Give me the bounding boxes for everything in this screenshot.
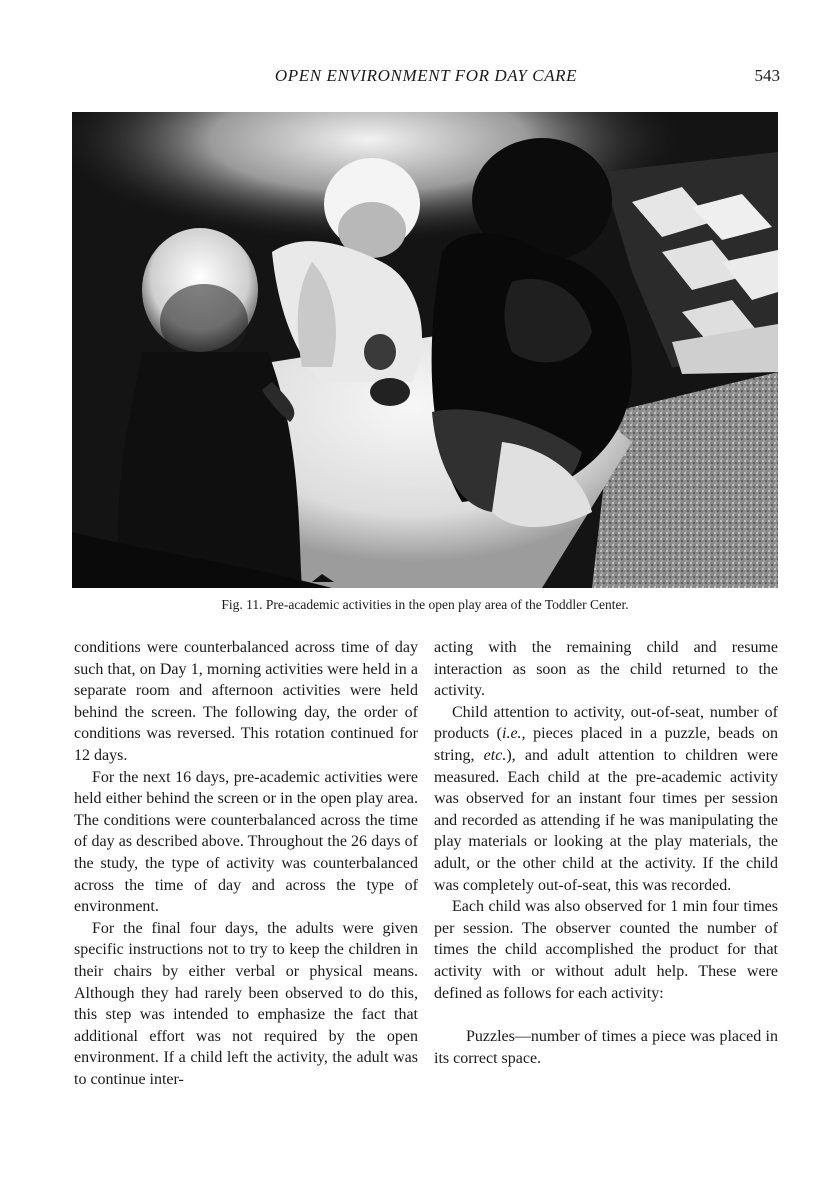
- page-number: 543: [754, 66, 780, 85]
- page-header: [72, 66, 780, 90]
- right-paragraph-2: [434, 702, 778, 896]
- left-column: [74, 637, 418, 1090]
- right-paragraph-3: Each child was also observed for 1 min four times per session. The observer counted the number of times the child accomplished the product for that activity with or without adult help. These were defined as follows for each activity:: [434, 898, 778, 1002]
- italic-etc: etc.: [483, 746, 507, 764]
- activity-definition-puzzles: Puzzles—number of times a piece was placed in its correct space.: [434, 1028, 778, 1067]
- right-column: [434, 637, 778, 1069]
- figure-photo: [72, 112, 778, 588]
- right-paragraph-1: acting with the remaining child and resume interaction as soon as the child returned to the activity.: [434, 639, 778, 700]
- paragraph-text: pieces placed in a puzzle, beads on string,: [434, 725, 778, 764]
- photo-illustration: [72, 112, 778, 588]
- left-paragraph-1: conditions were counterbalanced across time of day such that, on Day 1, morning activities were held in a separate room and afternoon activities were held behind the screen. The following day, the order of conditions was reversed. This rotation continued for 12 days.: [74, 639, 418, 764]
- italic-ie: i.e.,: [502, 725, 526, 743]
- left-paragraph-2: For the next 16 days, pre-academic activities were held either behind the screen or in the open play area. The conditions were counterbalanced across the time of day as described above. Throughout the 26 days of the study, the type of activity was counterbalanced across the time of day and across the type of environment.: [74, 768, 418, 916]
- left-paragraph-3: For the final four days, the adults were given specific instructions not to try to keep the children in their chairs by either verbal or physical means. Although they had rarely been observed to do this, this step was intended to emphasize the fact that additional effort was not required by the open environment. If a child left the activity, the adult was to continue inter-: [74, 919, 418, 1088]
- paragraph-text: ), and adult attention to children were measured. Each child at the pre-academic activity was observed for an instant four times per session and recorded as attending if he was manipulating the play materials or looking at the play materials, the adult, or the other child at the activity. If the child was completely out-of-seat, this was recorded.: [434, 746, 778, 894]
- paragraph-text: Child attention to activity, out-of-seat, number of products (: [434, 703, 778, 743]
- figure-caption: Fig. 11. Pre-academic activities in the open play area of the Toddler Center.: [221, 597, 629, 612]
- running-title: OPEN ENVIRONMENT FOR DAY CARE: [274, 66, 578, 85]
